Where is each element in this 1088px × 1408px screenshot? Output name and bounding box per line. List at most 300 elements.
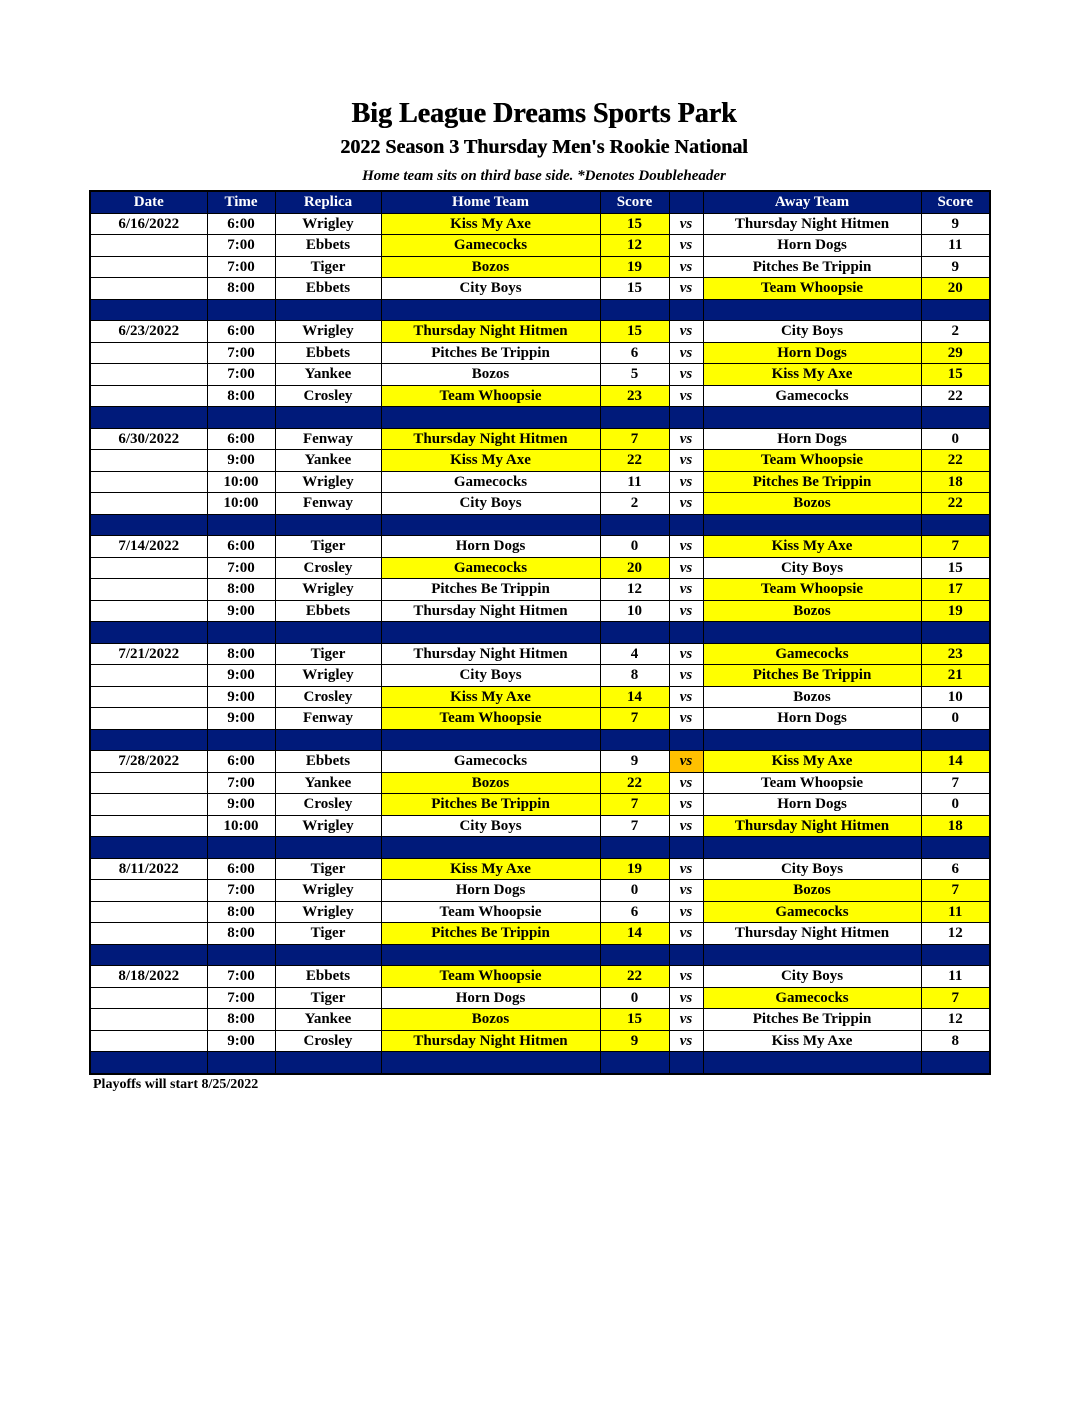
replica-cell: Yankee xyxy=(275,364,381,386)
vs-cell: vs xyxy=(669,600,703,622)
separator-cell xyxy=(600,299,669,321)
date-cell: 7/21/2022 xyxy=(90,643,207,665)
replica-cell: Fenway xyxy=(275,493,381,515)
date-cell xyxy=(90,235,207,257)
home-team-cell: Pitches Be Trippin xyxy=(381,794,600,816)
vs-cell: vs xyxy=(669,901,703,923)
game-row xyxy=(90,923,990,945)
vs-cell: vs xyxy=(669,751,703,773)
separator-cell xyxy=(921,944,990,966)
home-team-cell: Kiss My Axe xyxy=(381,686,600,708)
separator-cell xyxy=(703,729,921,751)
time-cell: 8:00 xyxy=(207,643,275,665)
separator-cell xyxy=(90,729,207,751)
game-row xyxy=(90,213,990,235)
week-separator-row xyxy=(90,622,990,644)
replica-cell: Ebbets xyxy=(275,600,381,622)
date-cell xyxy=(90,880,207,902)
game-row xyxy=(90,256,990,278)
vs-cell: vs xyxy=(669,385,703,407)
time-cell: 9:00 xyxy=(207,794,275,816)
vs-cell: vs xyxy=(669,815,703,837)
home-score-cell: 20 xyxy=(600,557,669,579)
home-score-cell: 7 xyxy=(600,428,669,450)
home-score-cell: 7 xyxy=(600,815,669,837)
away-team-cell: Team Whoopsie xyxy=(703,278,921,300)
time-cell: 7:00 xyxy=(207,880,275,902)
replica-cell: Tiger xyxy=(275,536,381,558)
away-score-cell: 7 xyxy=(921,772,990,794)
away-score-cell: 7 xyxy=(921,987,990,1009)
col-header-date: Date xyxy=(90,191,207,213)
separator-cell xyxy=(381,837,600,859)
week-separator-row xyxy=(90,299,990,321)
home-team-cell: Gamecocks xyxy=(381,471,600,493)
vs-cell: vs xyxy=(669,213,703,235)
home-team-cell: Gamecocks xyxy=(381,557,600,579)
away-team-cell: Team Whoopsie xyxy=(703,772,921,794)
replica-cell: Wrigley xyxy=(275,665,381,687)
home-team-cell: Bozos xyxy=(381,256,600,278)
away-team-cell: City Boys xyxy=(703,557,921,579)
replica-cell: Yankee xyxy=(275,1009,381,1031)
away-team-cell: City Boys xyxy=(703,321,921,343)
replica-cell: Wrigley xyxy=(275,213,381,235)
vs-cell: vs xyxy=(669,1030,703,1052)
vs-cell: vs xyxy=(669,256,703,278)
home-score-cell: 19 xyxy=(600,256,669,278)
away-score-cell: 18 xyxy=(921,815,990,837)
col-header-vs xyxy=(669,191,703,213)
away-team-cell: City Boys xyxy=(703,858,921,880)
replica-cell: Wrigley xyxy=(275,471,381,493)
away-score-cell: 7 xyxy=(921,880,990,902)
separator-cell xyxy=(207,622,275,644)
home-team-cell: Thursday Night Hitmen xyxy=(381,428,600,450)
col-header-away-team: Away Team xyxy=(703,191,921,213)
home-team-cell: Gamecocks xyxy=(381,235,600,257)
vs-cell: vs xyxy=(669,772,703,794)
away-team-cell: Kiss My Axe xyxy=(703,536,921,558)
away-team-cell: Bozos xyxy=(703,600,921,622)
replica-cell: Wrigley xyxy=(275,880,381,902)
time-cell: 9:00 xyxy=(207,450,275,472)
vs-cell: vs xyxy=(669,858,703,880)
col-header-home-team: Home Team xyxy=(381,191,600,213)
date-cell: 7/14/2022 xyxy=(90,536,207,558)
away-team-cell: Kiss My Axe xyxy=(703,364,921,386)
time-cell: 6:00 xyxy=(207,536,275,558)
time-cell: 9:00 xyxy=(207,665,275,687)
separator-cell xyxy=(90,622,207,644)
separator-cell xyxy=(381,1052,600,1074)
separator-cell xyxy=(275,837,381,859)
replica-cell: Yankee xyxy=(275,772,381,794)
time-cell: 8:00 xyxy=(207,579,275,601)
game-row xyxy=(90,278,990,300)
home-score-cell: 9 xyxy=(600,751,669,773)
away-score-cell: 22 xyxy=(921,493,990,515)
away-score-cell: 12 xyxy=(921,923,990,945)
separator-cell xyxy=(921,837,990,859)
time-cell: 9:00 xyxy=(207,708,275,730)
replica-cell: Ebbets xyxy=(275,342,381,364)
schedule-body xyxy=(90,213,990,1074)
away-team-cell: Gamecocks xyxy=(703,987,921,1009)
game-row xyxy=(90,1030,990,1052)
vs-cell: vs xyxy=(669,1009,703,1031)
home-team-cell: Pitches Be Trippin xyxy=(381,923,600,945)
home-score-cell: 15 xyxy=(600,213,669,235)
separator-cell xyxy=(90,944,207,966)
separator-cell xyxy=(90,407,207,429)
date-cell xyxy=(90,1009,207,1031)
separator-cell xyxy=(90,1052,207,1074)
home-team-cell: City Boys xyxy=(381,493,600,515)
separator-cell xyxy=(275,622,381,644)
replica-cell: Wrigley xyxy=(275,901,381,923)
time-cell: 6:00 xyxy=(207,213,275,235)
date-cell xyxy=(90,579,207,601)
game-row xyxy=(90,880,990,902)
replica-cell: Ebbets xyxy=(275,235,381,257)
home-team-cell: Thursday Night Hitmen xyxy=(381,1030,600,1052)
away-score-cell: 11 xyxy=(921,235,990,257)
time-cell: 10:00 xyxy=(207,493,275,515)
date-cell xyxy=(90,385,207,407)
away-team-cell: Pitches Be Trippin xyxy=(703,1009,921,1031)
game-row xyxy=(90,858,990,880)
away-score-cell: 18 xyxy=(921,471,990,493)
page-subtitle: 2022 Season 3 Thursday Men's Rookie National xyxy=(340,136,748,158)
time-cell: 7:00 xyxy=(207,364,275,386)
vs-cell: vs xyxy=(669,450,703,472)
home-team-cell: City Boys xyxy=(381,665,600,687)
date-cell xyxy=(90,815,207,837)
date-cell xyxy=(90,278,207,300)
separator-cell xyxy=(275,407,381,429)
vs-cell: vs xyxy=(669,321,703,343)
replica-cell: Crosley xyxy=(275,686,381,708)
separator-cell xyxy=(381,299,600,321)
separator-cell xyxy=(669,944,703,966)
separator-cell xyxy=(381,407,600,429)
vs-cell: vs xyxy=(669,536,703,558)
separator-cell xyxy=(207,1052,275,1074)
game-row xyxy=(90,428,990,450)
away-team-cell: Gamecocks xyxy=(703,901,921,923)
separator-cell xyxy=(207,944,275,966)
time-cell: 6:00 xyxy=(207,321,275,343)
time-cell: 7:00 xyxy=(207,256,275,278)
away-score-cell: 0 xyxy=(921,708,990,730)
game-row xyxy=(90,966,990,988)
week-separator-row xyxy=(90,407,990,429)
time-cell: 6:00 xyxy=(207,858,275,880)
separator-cell xyxy=(600,622,669,644)
replica-cell: Ebbets xyxy=(275,751,381,773)
game-row xyxy=(90,643,990,665)
away-score-cell: 22 xyxy=(921,385,990,407)
away-team-cell: Bozos xyxy=(703,686,921,708)
home-score-cell: 7 xyxy=(600,708,669,730)
game-row xyxy=(90,364,990,386)
home-score-cell: 19 xyxy=(600,858,669,880)
time-cell: 8:00 xyxy=(207,278,275,300)
time-cell: 10:00 xyxy=(207,471,275,493)
time-cell: 8:00 xyxy=(207,901,275,923)
game-row xyxy=(90,342,990,364)
col-header-home-score: Score xyxy=(600,191,669,213)
separator-cell xyxy=(703,622,921,644)
home-team-cell: Kiss My Axe xyxy=(381,213,600,235)
vs-cell: vs xyxy=(669,235,703,257)
time-cell: 7:00 xyxy=(207,557,275,579)
vs-cell: vs xyxy=(669,278,703,300)
away-team-cell: Bozos xyxy=(703,880,921,902)
vs-cell: vs xyxy=(669,364,703,386)
away-score-cell: 6 xyxy=(921,858,990,880)
away-team-cell: Horn Dogs xyxy=(703,794,921,816)
separator-cell xyxy=(600,407,669,429)
week-separator-row xyxy=(90,837,990,859)
replica-cell: Ebbets xyxy=(275,966,381,988)
home-score-cell: 15 xyxy=(600,278,669,300)
time-cell: 10:00 xyxy=(207,815,275,837)
away-score-cell: 2 xyxy=(921,321,990,343)
col-header-away-score: Score xyxy=(921,191,990,213)
week-separator-row xyxy=(90,729,990,751)
game-row xyxy=(90,708,990,730)
home-team-cell: Bozos xyxy=(381,772,600,794)
separator-cell xyxy=(703,837,921,859)
game-row xyxy=(90,686,990,708)
replica-cell: Fenway xyxy=(275,428,381,450)
home-score-cell: 12 xyxy=(600,235,669,257)
game-row xyxy=(90,600,990,622)
separator-cell xyxy=(275,1052,381,1074)
date-cell xyxy=(90,256,207,278)
replica-cell: Yankee xyxy=(275,450,381,472)
replica-cell: Wrigley xyxy=(275,579,381,601)
separator-cell xyxy=(703,299,921,321)
time-cell: 7:00 xyxy=(207,235,275,257)
replica-cell: Crosley xyxy=(275,385,381,407)
separator-cell xyxy=(600,1052,669,1074)
vs-cell: vs xyxy=(669,880,703,902)
separator-cell xyxy=(669,514,703,536)
time-cell: 7:00 xyxy=(207,966,275,988)
separator-cell xyxy=(921,407,990,429)
home-team-cell: Gamecocks xyxy=(381,751,600,773)
date-cell xyxy=(90,772,207,794)
date-cell xyxy=(90,665,207,687)
col-header-replica: Replica xyxy=(275,191,381,213)
vs-cell: vs xyxy=(669,923,703,945)
date-cell xyxy=(90,557,207,579)
separator-cell xyxy=(207,407,275,429)
home-score-cell: 15 xyxy=(600,1009,669,1031)
away-score-cell: 15 xyxy=(921,557,990,579)
home-team-cell: City Boys xyxy=(381,815,600,837)
replica-cell: Tiger xyxy=(275,858,381,880)
home-score-cell: 0 xyxy=(600,987,669,1009)
separator-cell xyxy=(921,729,990,751)
home-team-cell: Team Whoopsie xyxy=(381,901,600,923)
home-team-cell: Bozos xyxy=(381,364,600,386)
date-cell xyxy=(90,923,207,945)
separator-cell xyxy=(275,944,381,966)
home-score-cell: 10 xyxy=(600,600,669,622)
separator-cell xyxy=(703,514,921,536)
away-team-cell: Thursday Night Hitmen xyxy=(703,815,921,837)
home-team-cell: Thursday Night Hitmen xyxy=(381,321,600,343)
game-row xyxy=(90,1009,990,1031)
home-score-cell: 22 xyxy=(600,450,669,472)
home-team-cell: Kiss My Axe xyxy=(381,450,600,472)
time-cell: 9:00 xyxy=(207,1030,275,1052)
col-header-time: Time xyxy=(207,191,275,213)
date-cell: 7/28/2022 xyxy=(90,751,207,773)
replica-cell: Tiger xyxy=(275,923,381,945)
replica-cell: Crosley xyxy=(275,794,381,816)
separator-cell xyxy=(275,514,381,536)
date-cell xyxy=(90,708,207,730)
date-cell: 6/30/2022 xyxy=(90,428,207,450)
date-cell: 8/11/2022 xyxy=(90,858,207,880)
replica-cell: Crosley xyxy=(275,557,381,579)
home-score-cell: 22 xyxy=(600,772,669,794)
game-row xyxy=(90,579,990,601)
separator-cell xyxy=(600,729,669,751)
home-team-cell: Thursday Night Hitmen xyxy=(381,600,600,622)
home-score-cell: 0 xyxy=(600,536,669,558)
vs-cell: vs xyxy=(669,471,703,493)
separator-cell xyxy=(381,622,600,644)
vs-cell: vs xyxy=(669,342,703,364)
date-cell xyxy=(90,450,207,472)
home-team-cell: Thursday Night Hitmen xyxy=(381,643,600,665)
schedule-table xyxy=(89,190,991,1075)
away-score-cell: 14 xyxy=(921,751,990,773)
away-score-cell: 29 xyxy=(921,342,990,364)
away-team-cell: Gamecocks xyxy=(703,643,921,665)
replica-cell: Fenway xyxy=(275,708,381,730)
home-score-cell: 8 xyxy=(600,665,669,687)
away-team-cell: Pitches Be Trippin xyxy=(703,471,921,493)
home-team-cell: Horn Dogs xyxy=(381,880,600,902)
away-team-cell: Bozos xyxy=(703,493,921,515)
separator-cell xyxy=(381,514,600,536)
home-score-cell: 5 xyxy=(600,364,669,386)
game-row xyxy=(90,751,990,773)
separator-cell xyxy=(381,944,600,966)
vs-cell: vs xyxy=(669,708,703,730)
date-cell xyxy=(90,600,207,622)
home-score-cell: 6 xyxy=(600,342,669,364)
game-row xyxy=(90,450,990,472)
separator-cell xyxy=(669,299,703,321)
home-team-cell: Pitches Be Trippin xyxy=(381,579,600,601)
home-score-cell: 2 xyxy=(600,493,669,515)
game-row xyxy=(90,536,990,558)
replica-cell: Tiger xyxy=(275,987,381,1009)
separator-cell xyxy=(921,514,990,536)
game-row xyxy=(90,385,990,407)
vs-cell: vs xyxy=(669,987,703,1009)
separator-cell xyxy=(669,837,703,859)
vs-cell: vs xyxy=(669,966,703,988)
game-row xyxy=(90,772,990,794)
away-team-cell: Thursday Night Hitmen xyxy=(703,213,921,235)
away-score-cell: 19 xyxy=(921,600,990,622)
replica-cell: Wrigley xyxy=(275,815,381,837)
home-score-cell: 0 xyxy=(600,880,669,902)
away-score-cell: 11 xyxy=(921,901,990,923)
home-score-cell: 4 xyxy=(600,643,669,665)
away-team-cell: Horn Dogs xyxy=(703,428,921,450)
away-team-cell: Team Whoopsie xyxy=(703,450,921,472)
away-team-cell: Horn Dogs xyxy=(703,708,921,730)
week-separator-row xyxy=(90,514,990,536)
separator-cell xyxy=(600,514,669,536)
header-row xyxy=(90,191,990,213)
replica-cell: Tiger xyxy=(275,643,381,665)
away-team-cell: Horn Dogs xyxy=(703,342,921,364)
game-row xyxy=(90,794,990,816)
home-score-cell: 14 xyxy=(600,923,669,945)
playoffs-note: Playoffs will start 8/25/2022 xyxy=(93,1077,259,1092)
separator-cell xyxy=(703,1052,921,1074)
separator-cell xyxy=(600,944,669,966)
week-separator-row xyxy=(90,944,990,966)
date-cell xyxy=(90,794,207,816)
home-score-cell: 11 xyxy=(600,471,669,493)
time-cell: 6:00 xyxy=(207,751,275,773)
home-score-cell: 15 xyxy=(600,321,669,343)
away-score-cell: 7 xyxy=(921,536,990,558)
date-cell xyxy=(90,342,207,364)
away-score-cell: 21 xyxy=(921,665,990,687)
vs-cell: vs xyxy=(669,579,703,601)
away-team-cell: Thursday Night Hitmen xyxy=(703,923,921,945)
separator-cell xyxy=(669,729,703,751)
separator-cell xyxy=(921,622,990,644)
week-separator-row xyxy=(90,1052,990,1074)
home-score-cell: 9 xyxy=(600,1030,669,1052)
away-score-cell: 23 xyxy=(921,643,990,665)
time-cell: 7:00 xyxy=(207,342,275,364)
away-team-cell: Horn Dogs xyxy=(703,235,921,257)
separator-cell xyxy=(921,1052,990,1074)
separator-cell xyxy=(669,622,703,644)
game-row xyxy=(90,901,990,923)
game-row xyxy=(90,471,990,493)
vs-cell: vs xyxy=(669,428,703,450)
date-cell xyxy=(90,471,207,493)
separator-cell xyxy=(669,1052,703,1074)
separator-cell xyxy=(207,729,275,751)
home-team-cell: Horn Dogs xyxy=(381,987,600,1009)
home-team-cell: Team Whoopsie xyxy=(381,966,600,988)
date-cell xyxy=(90,364,207,386)
replica-cell: Crosley xyxy=(275,1030,381,1052)
home-team-cell: Team Whoopsie xyxy=(381,708,600,730)
time-cell: 8:00 xyxy=(207,385,275,407)
away-team-cell: Kiss My Axe xyxy=(703,751,921,773)
home-team-cell: Kiss My Axe xyxy=(381,858,600,880)
away-score-cell: 10 xyxy=(921,686,990,708)
